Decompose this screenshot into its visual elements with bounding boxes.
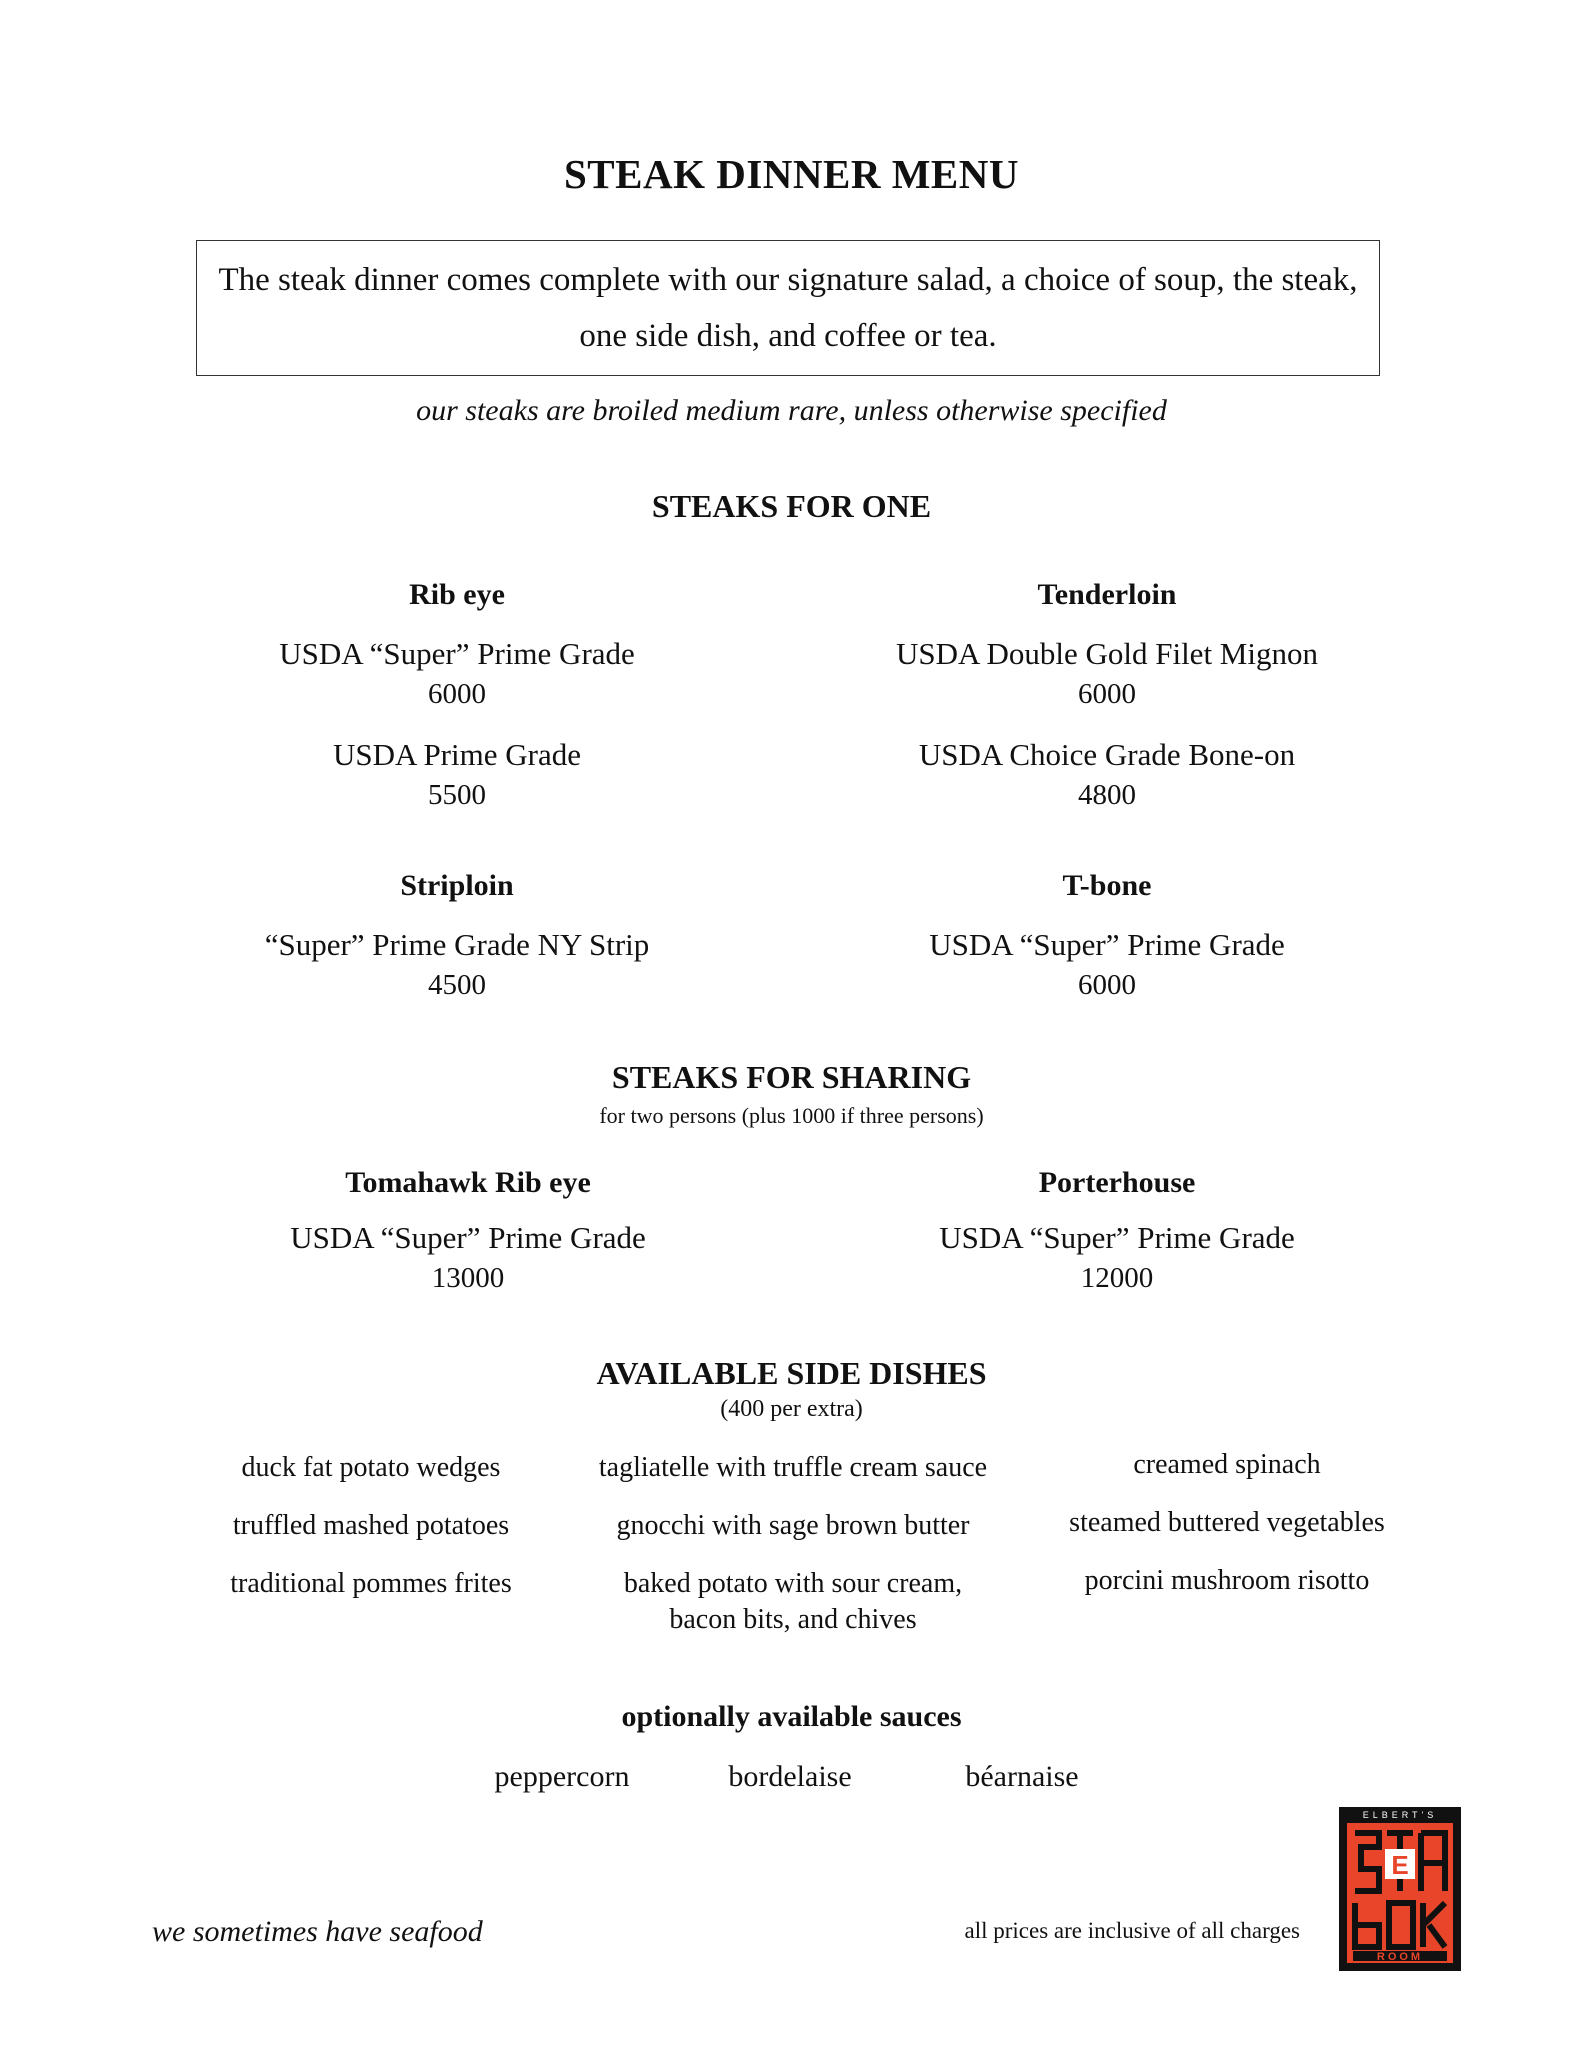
side-dish: porcini mushroom risotto <box>1084 1565 1370 1596</box>
item-price: 6000 <box>1078 969 1136 1001</box>
item-grade: USDA Choice Grade Bone-on <box>918 737 1296 772</box>
seafood-note: we sometimes have seafood <box>152 1915 483 1948</box>
steaks-for-sharing-heading: STEAKS FOR SHARING <box>611 1059 972 1095</box>
item-price: 6000 <box>428 678 486 710</box>
side-col-1 <box>141 1450 601 1602</box>
ribeye-block <box>107 578 807 815</box>
item-price: 13000 <box>431 1262 505 1294</box>
item-name: T-bone <box>1062 869 1152 902</box>
item-price: 12000 <box>1080 1262 1154 1294</box>
item-price: 5500 <box>428 779 486 811</box>
item-grade: USDA “Super” Prime Grade <box>290 1220 646 1255</box>
item-name: Striploin <box>400 869 514 902</box>
item-grade: “Super” Prime Grade NY Strip <box>264 927 650 962</box>
intro-box <box>196 240 1380 376</box>
side-dish: traditional pommes frites <box>230 1568 512 1599</box>
side-dishes-heading: AVAILABLE SIDE DISHES <box>596 1355 987 1391</box>
tomahawk-block <box>118 1166 818 1298</box>
sauce-item: béarnaise <box>965 1760 1079 1793</box>
side-dish: gnocchi with sage brown butter <box>616 1510 970 1541</box>
sauces-heading: optionally available sauces <box>621 1700 962 1733</box>
item-grade: USDA “Super” Prime Grade <box>929 927 1285 962</box>
item-price: 4500 <box>428 969 486 1001</box>
side-col-2 <box>563 1450 1023 1638</box>
item-name: Tenderloin <box>1037 578 1177 611</box>
side-dish: baked potato with sour cream, <box>623 1568 963 1599</box>
side-col-3 <box>997 1447 1457 1599</box>
intro-text: The steak dinner comes complete with our signature salad, a choice of soup, the steak, one side dish, and coffee or tea. <box>218 262 1358 354</box>
tenderloin-block <box>757 578 1457 815</box>
striploin-block <box>107 869 807 1005</box>
item-grade: USDA “Super” Prime Grade <box>939 1220 1295 1255</box>
side-dish: bacon bits, and chives <box>669 1604 917 1635</box>
logo-word-room: ROOM <box>1376 1951 1424 1963</box>
item-name: Tomahawk Rib eye <box>345 1166 591 1199</box>
item-grade: USDA Prime Grade <box>333 737 581 772</box>
side-dish: steamed buttered vegetables <box>1069 1507 1385 1538</box>
logo-top-text: ELBERT'S <box>1362 1810 1438 1820</box>
steaks-for-one-heading: STEAKS FOR ONE <box>651 488 932 524</box>
side-dish: duck fat potato wedges <box>241 1452 501 1483</box>
cooking-note: our steaks are broiled medium rare, unless otherwise specified <box>416 394 1167 427</box>
side-dish: tagliatelle with truffle cream sauce <box>598 1452 988 1483</box>
logo-mark <box>1339 1807 1461 1971</box>
sauce-item: bordelaise <box>728 1760 852 1793</box>
side-dish: truffled mashed potatoes <box>232 1510 510 1541</box>
sauce-item: peppercorn <box>494 1760 630 1793</box>
menu-title: STEAK DINNER MENU <box>564 151 1019 197</box>
item-grade: USDA “Super” Prime Grade <box>279 636 635 671</box>
prices-note: all prices are inclusive of all charges <box>964 1918 1300 1943</box>
steaks-for-sharing-subheading: for two persons (plus 1000 if three persons) <box>599 1103 984 1128</box>
item-grade: USDA Double Gold Filet Mignon <box>896 636 1318 671</box>
item-name: Rib eye <box>409 578 505 611</box>
svg-text:E: E <box>1391 1850 1409 1880</box>
item-price: 6000 <box>1078 678 1136 710</box>
tbone-block <box>757 869 1457 1005</box>
porterhouse-block <box>767 1166 1467 1298</box>
item-price: 4800 <box>1078 779 1136 811</box>
steak-room-logo <box>1339 1807 1461 1971</box>
side-dish: creamed spinach <box>1133 1449 1321 1480</box>
side-dishes-subheading: (400 per extra) <box>720 1396 863 1422</box>
item-name: Porterhouse <box>1038 1166 1196 1199</box>
